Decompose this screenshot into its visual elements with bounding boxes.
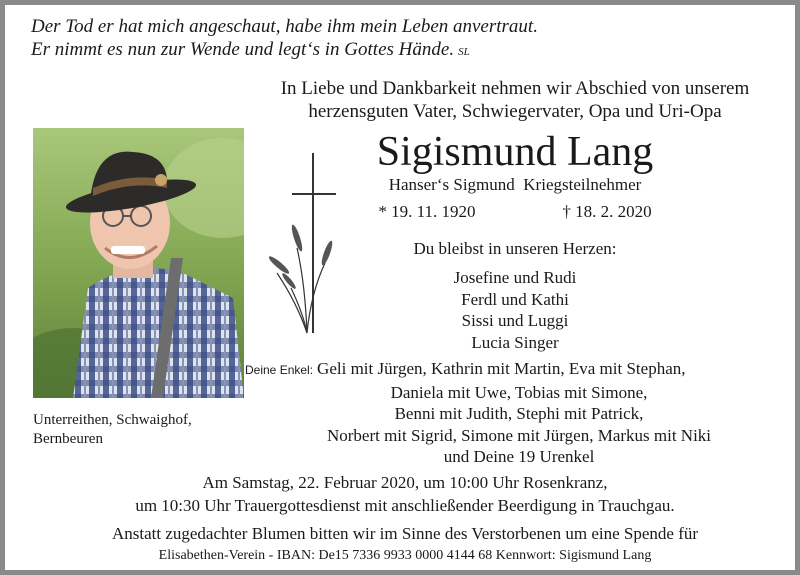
grandchildren-label: Deine Enkel:	[245, 363, 314, 377]
remembrance-line: Du bleibst in unseren Herzen:	[413, 239, 617, 258]
family-member: Ferdl und Kathi	[461, 289, 569, 309]
service-line-2: um 10:30 Uhr Trauergottesdienst mit anschließender Beerdigung in Trauchgau.	[135, 496, 675, 515]
poem-initials: SL	[458, 46, 470, 58]
grandchildren-line: Benni mit Judith, Stephi mit Patrick,	[394, 404, 644, 423]
intro-line-1: In Liebe und Dankbarkeit nehmen wir Abschied von unserem	[280, 78, 750, 99]
death-date: † 18. 2. 2020	[562, 202, 652, 221]
poem-line-1-text: Der Tod er hat mich angeschaut, habe ihm mein Leben anvertraut.	[31, 16, 538, 37]
place-line-1: Unterreithen, Schwaighof,	[33, 412, 192, 428]
nickname: Hanser‘s Sigmund	[388, 175, 515, 194]
intro-line-2: herzensguten Vater, Schwiegervater, Opa und Uri-Opa	[308, 101, 722, 122]
veteran-note: Kriegsteilnehmer	[523, 175, 642, 194]
service-line-1: Am Samstag, 22. Februar 2020, um 10:00 Uhr Rosenkranz,	[202, 473, 608, 492]
deceased-subtitle	[335, 175, 695, 195]
portrait-photo	[33, 128, 244, 398]
portrait-illustration	[33, 128, 244, 398]
grandchildren-line: Norbert mit Sigrid, Simone mit Jürgen, Markus mit Niki	[326, 425, 712, 445]
family-member: Josefine und Rudi	[453, 268, 577, 287]
grandchildren-line: Daniela mit Uwe, Tobias mit Simone,	[390, 382, 648, 402]
poem-line-2-text: Er nimmt es nun zur Wende und legt‘s in Gottes Hände.	[31, 39, 455, 60]
life-dates	[335, 202, 695, 222]
family-member: Lucia Singer	[471, 332, 559, 352]
birth-date: * 19. 11. 1920	[378, 202, 476, 221]
grandchildren-text: Geli mit Jürgen, Kathrin mit Martin, Eva mit Stephan,	[317, 359, 686, 378]
place	[33, 411, 192, 449]
poem-line-1	[31, 15, 538, 38]
intro-text	[245, 77, 785, 123]
family-member: Sissi und Luggi	[461, 311, 569, 330]
grandchildren-line: und Deine 19 Urenkel	[443, 447, 595, 466]
place-line-2: Bernbeuren	[33, 431, 103, 447]
donation-line-2: Elisabethen-Verein - IBAN: De15 7336 9933 0000 4144 68 Kennwort: Sigismund Lang	[158, 548, 652, 563]
poem-line-2	[31, 38, 470, 64]
donation-line-1: Anstatt zugedachter Blumen bitten wir im Sinne des Verstorbenen um eine Spende für	[111, 524, 699, 543]
deceased-name: Sigismund Lang	[376, 129, 654, 175]
grandchildren-list	[245, 358, 793, 468]
grandchildren-line	[245, 358, 793, 382]
family-list	[335, 267, 695, 353]
